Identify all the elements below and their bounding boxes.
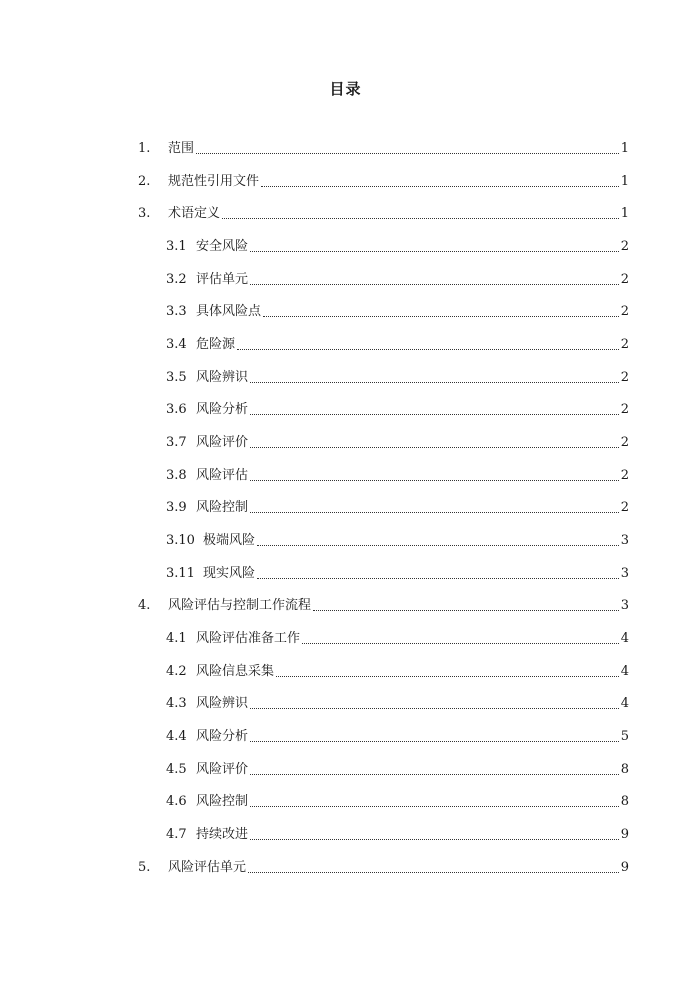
toc-leader-dots: [263, 315, 619, 317]
toc-entry-title: 危险源: [196, 337, 236, 352]
toc-entry-page: 2: [620, 435, 629, 450]
toc-leader-dots: [250, 283, 619, 285]
toc-leader-dots: [313, 609, 619, 611]
toc-entry[interactable]: [138, 138, 629, 158]
toc-entry-page: 1: [620, 206, 629, 221]
toc-entry-number: 4.: [138, 598, 151, 613]
toc-entry-number: 3.5: [166, 370, 187, 385]
toc-subentry[interactable]: [166, 301, 629, 321]
toc-subentry[interactable]: [166, 269, 629, 289]
toc-leader-dots: [222, 217, 619, 219]
toc-entry-page: 2: [620, 370, 629, 385]
toc-entry-number: 3.1: [166, 239, 187, 254]
toc-subentry[interactable]: [166, 367, 629, 387]
page-title: 目录: [329, 80, 362, 98]
toc-entry-title: 风险评估: [196, 468, 249, 483]
toc-entry-number: 3.10: [166, 533, 195, 548]
toc-entry-page: 4: [620, 631, 629, 646]
toc-entry[interactable]: [138, 203, 629, 223]
toc-entry-number: 4.5: [166, 762, 187, 777]
toc-entry-title: 规范性引用文件: [168, 174, 260, 189]
toc-entry-page: 5: [620, 729, 629, 744]
toc-subentry[interactable]: [166, 563, 629, 583]
toc-entry-title: 风险评估与控制工作流程: [168, 598, 312, 613]
toc-leader-dots: [250, 511, 619, 513]
toc-entry-title: 范围: [168, 141, 195, 156]
toc-entry-title: 风险分析: [196, 402, 249, 417]
toc-entry-number: 1.: [138, 141, 151, 156]
toc-leader-dots: [257, 577, 619, 579]
toc-leader-dots: [250, 381, 619, 383]
toc-entry-title: 持续改进: [196, 827, 249, 842]
toc-subentry[interactable]: [166, 530, 629, 550]
toc-entry-title: 风险辨识: [196, 370, 249, 385]
toc-entry-title: 安全风险: [196, 239, 249, 254]
toc-entry-number: 3.7: [166, 435, 187, 450]
toc-entry-page: 9: [620, 860, 629, 875]
toc-entry[interactable]: [138, 171, 629, 191]
toc-entry-number: 3.8: [166, 468, 187, 483]
toc-leader-dots: [302, 642, 619, 644]
toc-leader-dots: [250, 805, 619, 807]
toc-entry-page: 8: [620, 794, 629, 809]
toc-entry-page: 1: [620, 141, 629, 156]
toc-entry-page: 4: [620, 696, 629, 711]
toc-leader-dots: [261, 185, 619, 187]
toc-leader-dots: [248, 871, 619, 873]
toc-leader-dots: [237, 348, 619, 350]
toc-entry-page: 3: [620, 566, 629, 581]
toc-entry-title: 风险评价: [196, 435, 249, 450]
toc-entry-number: 5.: [138, 860, 151, 875]
toc-entry-title: 术语定义: [168, 206, 221, 221]
toc-entry-page: 1: [620, 174, 629, 189]
toc-entry-title: 风险分析: [196, 729, 249, 744]
toc-leader-dots: [250, 413, 619, 415]
toc-subentry[interactable]: [166, 791, 629, 811]
toc-entry-page: 2: [620, 239, 629, 254]
toc-entry-page: 3: [620, 598, 629, 613]
toc-entry-page: 2: [620, 468, 629, 483]
toc-entry-title: 风险评估准备工作: [196, 631, 301, 646]
toc-entry-number: 3.9: [166, 500, 187, 515]
toc-entry-title: 风险评价: [196, 762, 249, 777]
toc-entry-title: 现实风险: [203, 566, 256, 581]
toc-entry-page: 2: [620, 500, 629, 515]
toc-entry-title: 风险评估单元: [168, 860, 247, 875]
toc-entry-page: 8: [620, 762, 629, 777]
toc-entry-page: 2: [620, 337, 629, 352]
toc-leader-dots: [250, 446, 619, 448]
toc-entry-page: 2: [620, 272, 629, 287]
toc-entry-page: 3: [620, 533, 629, 548]
toc-leader-dots: [257, 544, 619, 546]
toc-entry-page: 2: [620, 402, 629, 417]
toc-entry-title: 风险辨识: [196, 696, 249, 711]
toc-subentry[interactable]: [166, 693, 629, 713]
toc-subentry[interactable]: [166, 432, 629, 452]
toc-entry-number: 3.4: [166, 337, 187, 352]
toc-leader-dots: [250, 773, 619, 775]
toc-leader-dots: [250, 838, 619, 840]
toc-subentry[interactable]: [166, 628, 629, 648]
toc-entry-number: 4.1: [166, 631, 187, 646]
toc-entry-number: 3.2: [166, 272, 187, 287]
toc-entry-number: 3.3: [166, 304, 187, 319]
toc-entry-title: 风险信息采集: [196, 664, 275, 679]
toc-entry[interactable]: [138, 595, 629, 615]
toc-entry-number: 4.7: [166, 827, 187, 842]
toc-entry-title: 风险控制: [196, 794, 249, 809]
toc-entry-title: 风险控制: [196, 500, 249, 515]
toc-entry-title: 极端风险: [203, 533, 256, 548]
toc-subentry[interactable]: [166, 824, 629, 844]
toc-leader-dots: [196, 152, 619, 154]
toc-entry-number: 3.11: [166, 566, 195, 581]
toc-leader-dots: [250, 479, 619, 481]
toc-subentry[interactable]: [166, 399, 629, 419]
toc-subentry[interactable]: [166, 497, 629, 517]
toc-leader-dots: [250, 250, 619, 252]
toc-entry-number: 3.: [138, 206, 151, 221]
toc-entry-number: 4.2: [166, 664, 187, 679]
toc-leader-dots: [250, 707, 619, 709]
toc-subentry[interactable]: [166, 465, 629, 485]
toc-subentry[interactable]: [166, 759, 629, 779]
toc-entry-number: 4.4: [166, 729, 187, 744]
toc-leader-dots: [250, 740, 619, 742]
toc-entry-number: 4.3: [166, 696, 187, 711]
toc-subentry[interactable]: [166, 661, 629, 681]
toc-entry-number: 4.6: [166, 794, 187, 809]
toc-entry-title: 具体风险点: [196, 304, 262, 319]
toc-entry-page: 9: [620, 827, 629, 842]
toc-entry-number: 2.: [138, 174, 151, 189]
toc-entry-number: 3.6: [166, 402, 187, 417]
toc-subentry[interactable]: [166, 334, 629, 354]
toc-entry-page: 4: [620, 664, 629, 679]
toc-entry-title: 评估单元: [196, 272, 249, 287]
toc-leader-dots: [276, 675, 619, 677]
toc-entry[interactable]: [138, 857, 629, 877]
toc-entry-page: 2: [620, 304, 629, 319]
toc-subentry[interactable]: [166, 726, 629, 746]
toc-subentry[interactable]: [166, 236, 629, 256]
